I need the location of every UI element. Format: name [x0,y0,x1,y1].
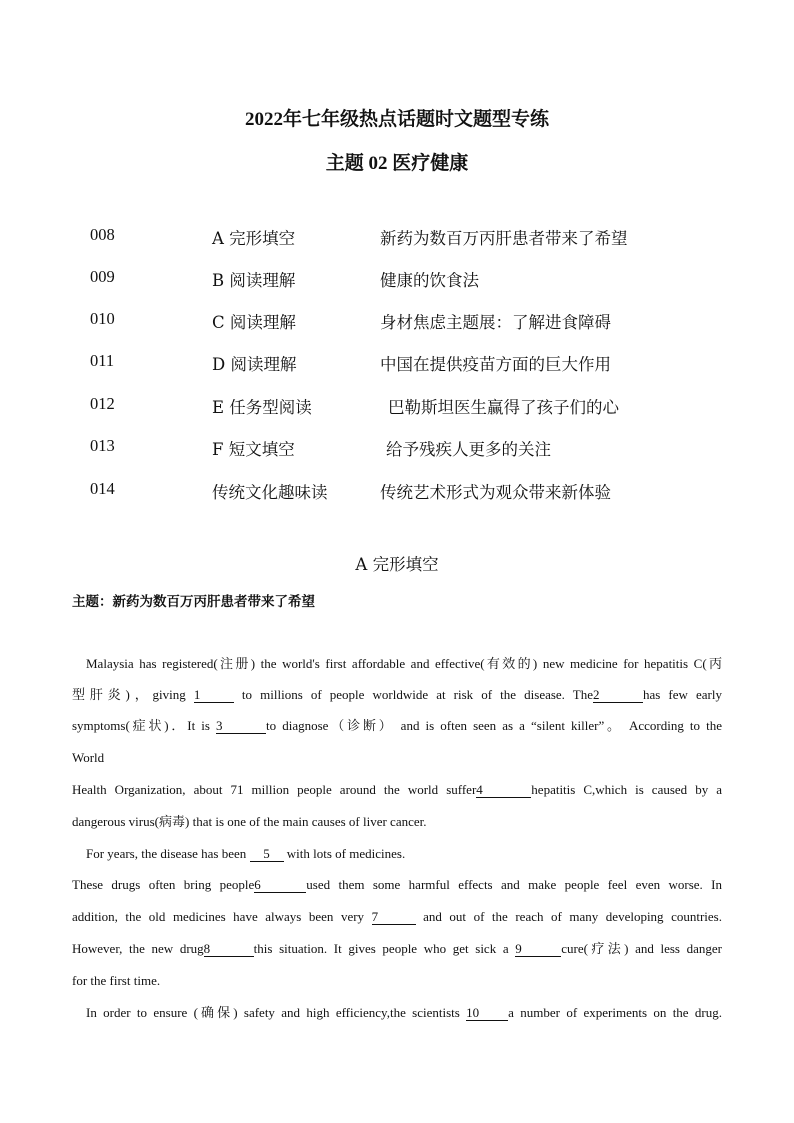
passage-line: World [72,750,105,765]
toc-type: A 完形填空 [212,229,296,248]
toc-row [0,225,794,249]
toc-type: F 短文填空 [212,440,295,459]
toc-row [0,436,794,460]
passage-line: for the first time. [72,973,161,988]
toc-topic: 传统艺术形式为观众带来新体验 [380,483,611,502]
toc-topic: 巴勒斯坦医生赢得了孩子们的心 [388,398,619,417]
blank-3: 3 [216,719,266,734]
section-title: A 完形填空 [355,555,439,574]
toc-row [0,394,794,418]
passage-line: However, the new drug8 this situation. It gives people who get sick a 9 cure(疗法) and less danger [72,941,722,956]
page-title: 2022年七年级热点话题时文题型专练 [244,109,549,130]
passage-line: For years, the disease has been 5 with lots of medicines. [86,846,406,861]
blank-8: 8 [204,942,254,957]
toc-number: 011 [90,351,115,370]
passage-line: In order to ensure (确保) safety and high efficiency,the scientists 10 a number of experiments on the drug. [86,1005,722,1020]
toc-row [0,479,794,503]
toc-row [0,351,794,375]
page-subtitle: 主题 02 医疗健康 [325,153,469,174]
toc-type: C 阅读理解 [212,313,296,332]
toc-row [0,267,794,291]
section-theme: 主题：新药为数百万丙肝患者带来了希望 [72,594,315,610]
blank-9: 9 [515,942,561,957]
passage-line: Health Organization, about 71 million people around the world suffer4 hepatitis C,which is caused by a [72,782,722,797]
toc-type: B 阅读理解 [212,271,296,290]
toc-number: 013 [90,436,115,455]
toc-number: 014 [90,479,115,498]
toc-topic: 给予残疾人更多的关注 [386,440,551,459]
toc-topic: 身材焦虑主题展：了解进食障碍 [380,313,611,332]
toc-number: 008 [90,225,115,244]
toc-topic: 健康的饮食法 [380,271,479,290]
blank-5: 5 [250,847,284,862]
passage-line: 型肝炎)，giving 1 to millions of people worldwide at risk of the disease. The2 has few early [72,687,722,702]
toc-number: 010 [90,309,115,328]
toc-topic: 中国在提供疫苗方面的巨大作用 [380,355,611,374]
blank-1: 1 [194,688,234,703]
toc-number: 009 [90,267,115,286]
blank-10: 10 [466,1006,508,1021]
toc-row [0,309,794,333]
blank-2: 2 [593,688,643,703]
toc-type: E 任务型阅读 [212,398,312,417]
passage-line: These drugs often bring people6 used them some harmful effects and make people feel even worse. In [72,877,722,892]
passage-line: addition, the old medicines have always been very 7 and out of the reach of many developing countries. [72,909,722,924]
toc-topic: 新药为数百万丙肝患者带来了希望 [380,229,628,248]
passage-line: symptoms(症状)．It is 3 to diagnose（诊断） and is often seen as a “silent killer”。 According to the [72,718,722,733]
passage-line: Malaysia has registered(注册) the world's first affordable and effective(有效的) new medicine for hepatitis C(丙 [86,656,722,671]
blank-7: 7 [372,910,416,925]
toc-type: D 阅读理解 [212,355,297,374]
passage-line: dangerous virus(病毒) that is one of the main causes of liver cancer. [72,814,427,829]
blank-6: 6 [254,878,306,893]
blank-4: 4 [476,783,531,798]
toc-number: 012 [90,394,115,413]
toc-type: 传统文化趣味读 [212,483,328,502]
